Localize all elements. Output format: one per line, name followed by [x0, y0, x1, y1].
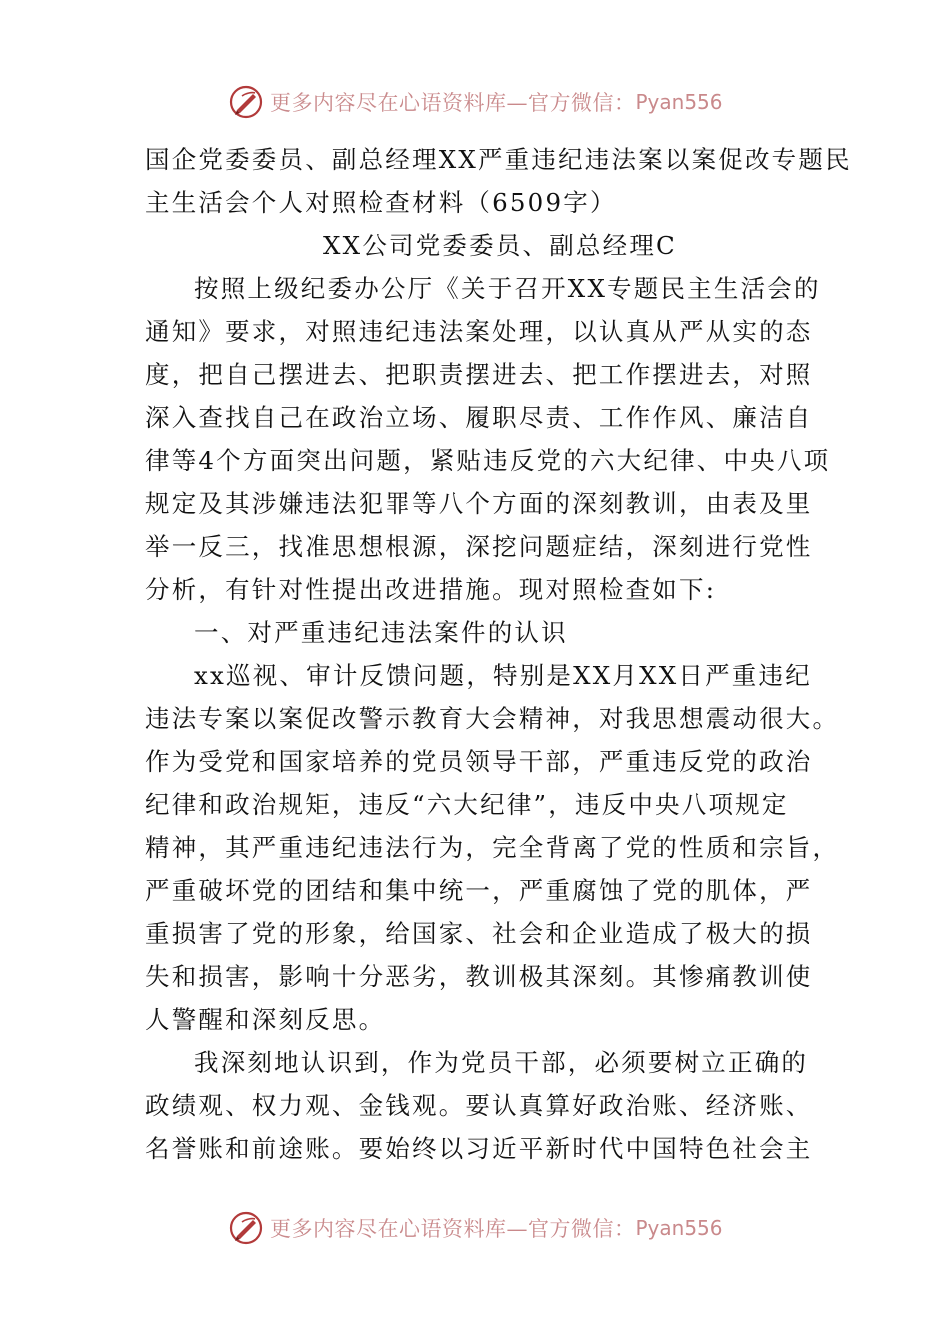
pen-logo-icon: [228, 84, 264, 120]
paragraph-line: 失和损害，影响十分恶劣，教训极其深刻。其惨痛教训使: [145, 962, 813, 991]
paragraph-line: 精神，其严重违纪违法行为，完全背离了党的性质和宗旨，: [145, 833, 840, 862]
document-body: [145, 138, 852, 1170]
paragraph-line: 纪律和政治规矩，违反“六大纪律”，违反中央八项规定: [145, 790, 789, 819]
paragraph-line: 人警醒和深刻反思。: [145, 1005, 386, 1034]
paragraph-line: 作为受党和国家培养的党员领导干部，严重违反党的政治: [145, 747, 813, 776]
paragraph-line: 规定及其涉嫌违法犯罪等八个方面的深刻教训，由表及里: [145, 489, 813, 518]
doc-title-line: 主生活会个人对照检查材料（6509字）: [145, 188, 617, 217]
watermark-text: 更多内容尽在心语资料库—官方微信：: [270, 1217, 636, 1241]
paragraph-line: 度，把自己摆进去、把职责摆进去、把工作摆进去，对照: [145, 360, 813, 389]
paragraph-line: xx巡视、审计反馈问题，特别是XX月XX日严重违纪: [194, 661, 812, 690]
paragraph-line: 违法专案以案促改警示教育大会精神，对我思想震动很大。: [145, 704, 840, 733]
paragraph-line: 分析，有针对性提出改进措施。现对照检查如下:: [145, 575, 717, 604]
doc-title-line: 国企党委委员、副总经理XX严重违纪违法案以案促改专题民: [145, 145, 852, 174]
watermark-wechat-id: Pyan556: [635, 1216, 723, 1240]
paragraph-line: 名誉账和前途账。要始终以习近平新时代中国特色社会主: [145, 1134, 813, 1163]
paragraph-line: 严重破坏党的团结和集中统一，严重腐蚀了党的肌体，严: [145, 876, 813, 905]
paragraph-line: 举一反三，找准思想根源，深挖问题症结，深刻进行党性: [145, 532, 813, 561]
paragraph-line: 通知》要求，对照违纪违法案处理，以认真从严从实的态: [145, 317, 813, 346]
paragraph-line: 重损害了党的形象，给国家、社会和企业造成了极大的损: [145, 919, 813, 948]
doc-subtitle: XX公司党委委员、副总经理C: [323, 231, 677, 260]
paragraph-line: 深入查找自己在政治立场、履职尽责、工作作风、廉洁自: [145, 403, 813, 432]
paragraph-line: 政绩观、权力观、金钱观。要认真算好政治账、经济账、: [145, 1091, 813, 1120]
watermark-footer: [228, 1208, 723, 1248]
watermark-text: 更多内容尽在心语资料库—官方微信：: [270, 91, 636, 115]
section-heading: 一、对严重违纪违法案件的认识: [194, 618, 568, 647]
watermark-header: [228, 82, 723, 122]
watermark-wechat-id: Pyan556: [635, 90, 723, 114]
pen-logo-icon: [228, 1210, 264, 1246]
paragraph-line: 按照上级纪委办公厅《关于召开XX专题民主生活会的: [194, 274, 821, 303]
paragraph-line: 我深刻地认识到，作为党员干部，必须要树立正确的: [194, 1048, 809, 1077]
paragraph-line: 律等4个方面突出问题，紧贴违反党的六大纪律、中央八项: [145, 446, 831, 475]
